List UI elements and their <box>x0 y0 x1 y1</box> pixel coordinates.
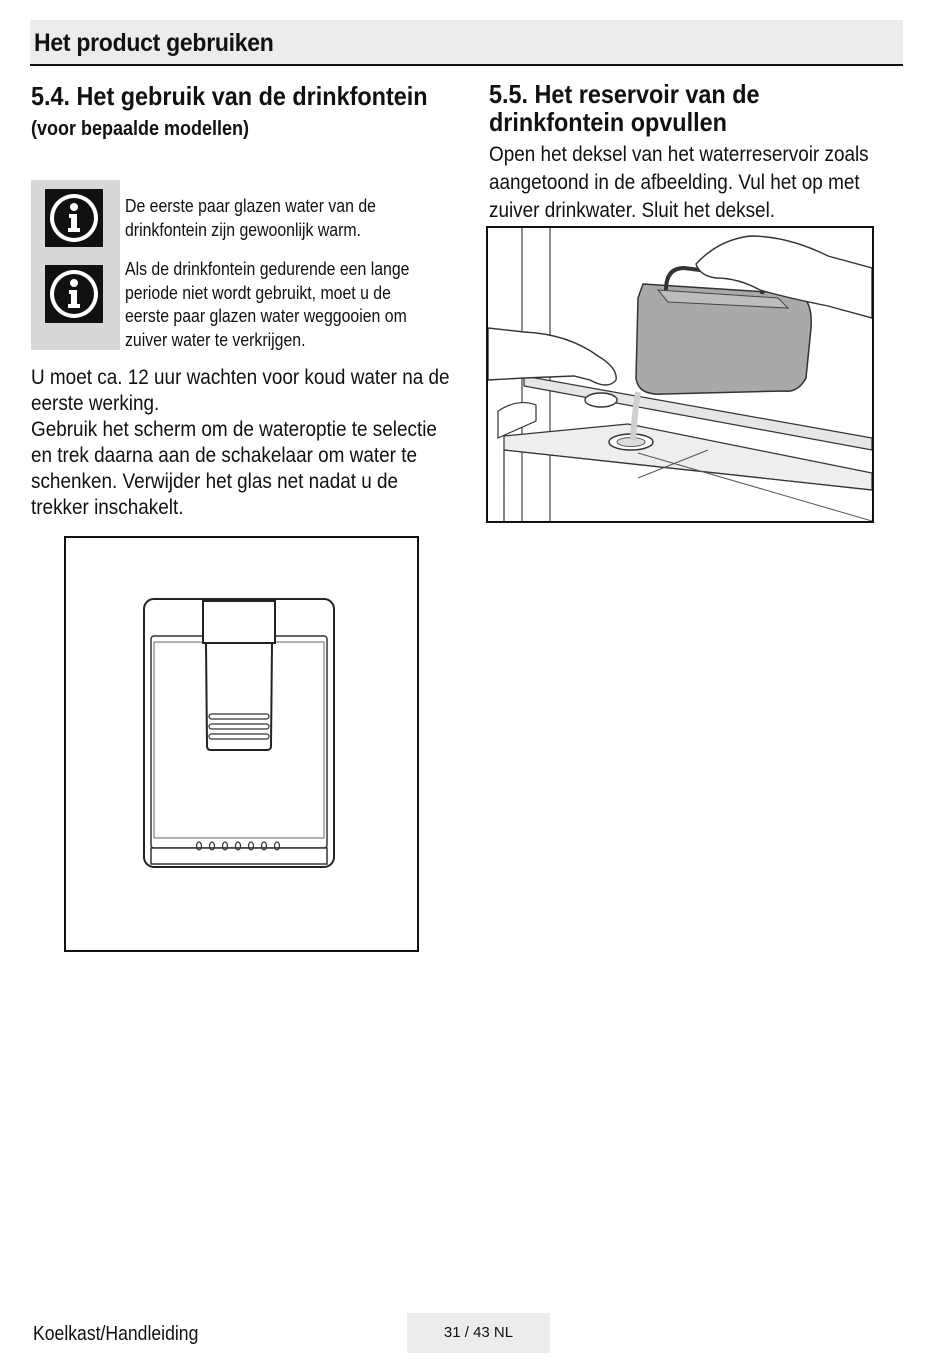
dispenser-illustration <box>64 536 419 952</box>
note-warm-water: De eerste paar glazen water van de drinkfontein zijn gewoonlijk warm. <box>125 196 376 240</box>
page-title: Het product gebruiken <box>34 29 274 57</box>
paragraph-fill-reservoir: Open het deksel van het waterreservoir zoals aangetoond in de afbeelding. Vul het op met zuiver drinkwater. Sluit het deksel. <box>489 142 869 222</box>
reservoir-illustration <box>486 226 874 523</box>
info-icon <box>45 189 103 247</box>
paragraph-wait-cold-water: U moet ca. 12 uur wachten voor koud water na de eerste werking. <box>31 365 450 415</box>
info-icon <box>45 265 103 323</box>
note-discard-water: Als de drinkfontein gedurende een lange periode niet wordt gebruikt, moet u de eerste paar glazen water weggooien om zuiver water te verkrijgen. <box>125 259 410 350</box>
info-note-panel <box>31 180 120 350</box>
page-header <box>30 20 903 66</box>
section-5-5-title-line1: 5.5. Het reservoir van de <box>489 79 760 109</box>
footer-document-name: Koelkast/Handleiding <box>33 1323 199 1345</box>
section-5-4-subtitle: (voor bepaalde modellen) <box>31 118 250 140</box>
section-5-4-title: 5.4. Het gebruik van de drinkfontein <box>31 81 428 111</box>
water-dispenser-image <box>66 538 417 950</box>
fill-reservoir-image <box>488 228 872 521</box>
paragraph-use-dispenser: Gebruik het scherm om de wateroptie te selectie en trek daarna aan de schakelaar om water te schenken. Verwijder het glas net nadat u de trekker inschakelt. <box>31 417 437 519</box>
section-5-5-title-line2: drinkfontein opvullen <box>489 107 727 137</box>
page-number: 31 / 43 NL <box>443 1324 514 1341</box>
page-number-box <box>407 1313 550 1353</box>
